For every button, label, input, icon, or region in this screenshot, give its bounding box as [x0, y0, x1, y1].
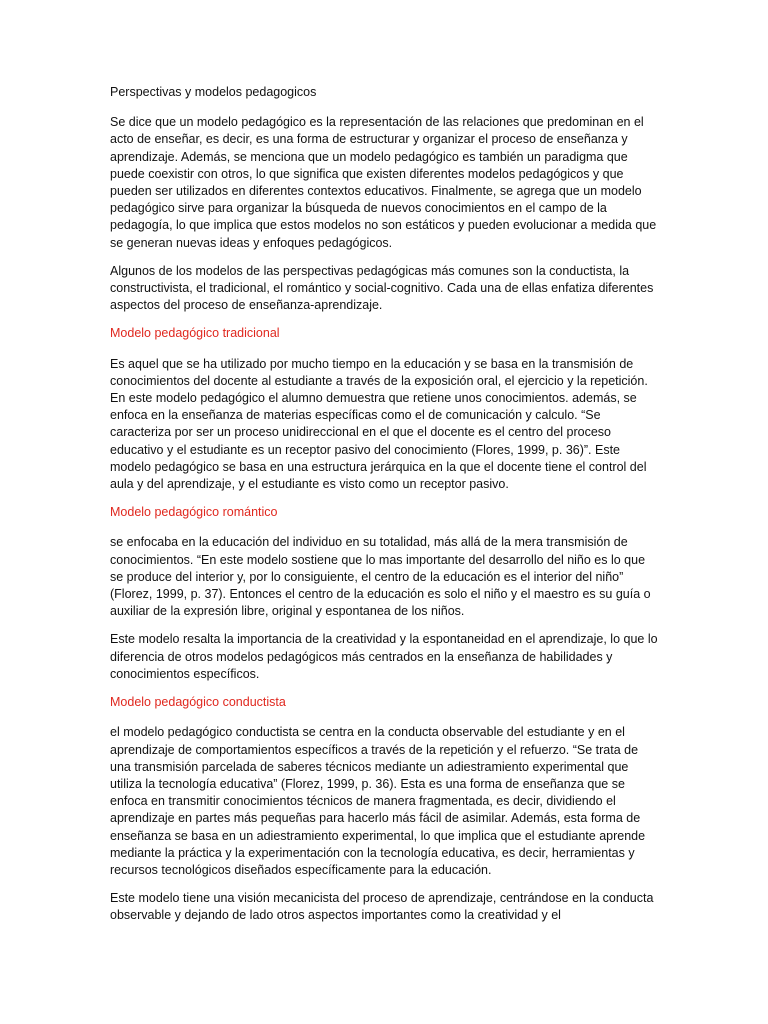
section-heading-tradicional: Modelo pedagógico tradicional: [110, 326, 280, 341]
intro-paragraph-2: Algunos de los modelos de las perspectivas pedagógicas más comunes son la conductista, la constructivista, el tradicional, el romántico y social-cognitivo. Cada una de ellas enfatiza diferentes aspectos del proceso de enseñanza-aprendizaje.: [110, 263, 654, 313]
section-conductista-paragraph-1: el modelo pedagógico conductista se centra en la conducta observable del estudiante y en el aprendizaje de comportamientos específicos a través de la repetición y el refuerzo. “Se trata de una transmisión parcelada de saberes técnicos mediante un adiestramiento experimental que utiliza la tecnología educativa” (Florez, 1999, p. 36). Esta es una forma de enseñanza que se enfoca en transmitir conocimientos técnicos de manera fragmentada, es decir, dividiendo el aprendizaje en partes más pequeñas para hacerlo más fácil de asimilar. Además, esta forma de enseñanza se basa en un adiestramiento experimental, lo que implica que el estudiante aprende mediante la práctica y la experimentación con la tecnología educativa, es decir, herramientas y recursos tecnológicos diseñados específicamente para la educación.: [110, 725, 646, 877]
section-tradicional-paragraph-1: Es aquel que se ha utilizado por mucho tiempo en la educación y se basa en la transmisión de conocimientos del docente al estudiante a través de la exposición oral, el ejercicio y la repetición. En este modelo pedagógico el alumno demuestra que retiene unos conocimientos. además, se enfoca en la enseñanza de materias específicas como el de comunicación y calculo. “Se caracteriza por ser un proceso unidireccional en el que el docente es el centro del proceso educativo y el estudiante es un receptor pasivo del conocimiento (Flores, 1999, p. 36)”. Este modelo pedagógico se basa en una estructura jerárquica en la que el docente tiene el control del aula y del aprendizaje, y el estudiante es visto como un receptor pasivo.: [110, 356, 648, 492]
section-heading-conductista: Modelo pedagógico conductista: [110, 695, 286, 710]
document-title: Perspectivas y modelos pedagogicos: [110, 85, 317, 99]
section-romantico-paragraph-2: Este modelo resalta la importancia de la creatividad y la espontaneidad en el aprendizaje, lo que lo diferencia de otros modelos pedagógicos más centrados en la enseñanza de habilidades y conocimientos específicos.: [110, 632, 658, 681]
section-conductista-paragraph-2: Este modelo tiene una visión mecanicista del proceso de aprendizaje, centrándose en la conducta observable y dejando de lado otros aspectos importantes como la creatividad y el: [110, 891, 654, 923]
document-body: [110, 84, 660, 936]
intro-paragraph-1: Se dice que un modelo pedagógico es la representación de las relaciones que predominan en el acto de enseñar, es decir, es una forma de estructurar y organizar el proceso de enseñanza y aprendizaje. Además, se menciona que un modelo pedagógico es también un paradigma que puede coexistir con otros, lo que significa que existen diferentes modelos pedagógicos y que pueden ser utilizados en diferentes contextos educativos. Finalmente, se agrega que un modelo pedagógico sirve para organizar la búsqueda de nuevos conocimientos en el campo de la pedagogía, lo que implica que estos modelos no son estáticos y pueden evolucionar a medida que se generan nuevas ideas y enfoques pedagógicos.: [110, 115, 657, 250]
section-heading-romantico: Modelo pedagógico romántico: [110, 505, 278, 520]
section-romantico-paragraph-1: se enfocaba en la educación del individuo en su totalidad, más allá de la mera transmisión de conocimientos. “En este modelo sostiene que lo mas importante del desarrollo del niño es lo que se produce del interior y, por lo consiguiente, el centro de la educación es el interior del niño” (Florez, 1999, p. 37). Entonces el centro de la educación es solo el niño y el maestro es su guía o auxiliar de la expresión libre, original y espontanea de los niños.: [110, 535, 651, 619]
